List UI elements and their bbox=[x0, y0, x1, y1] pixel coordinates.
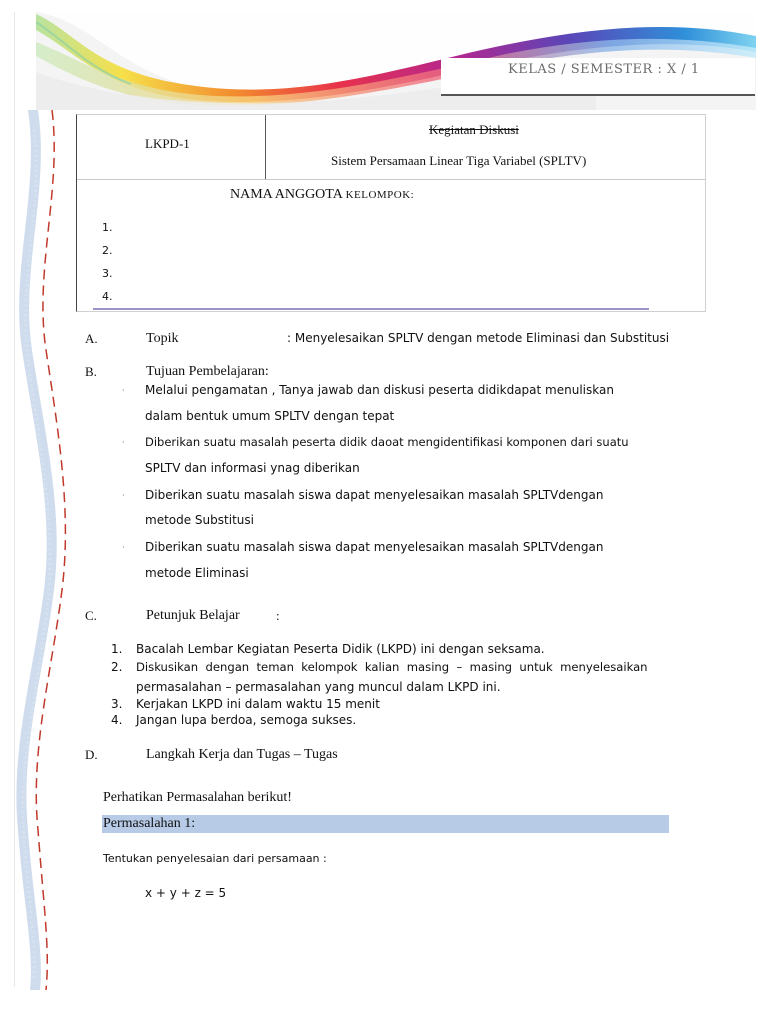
members-heading bbox=[230, 187, 414, 203]
member-number-4: 4. bbox=[102, 290, 113, 303]
section-c-title: Petunjuk Belajar bbox=[146, 608, 240, 623]
instruction-2-number: 2. bbox=[111, 660, 123, 674]
table-bottom-line bbox=[93, 308, 649, 310]
ribbon-graphic bbox=[0, 110, 70, 990]
lkpd-header-table bbox=[76, 114, 706, 312]
objective-4-line1: Diberikan suatu masalah siswa dapat menyelesaikan masalah SPLTVdengan bbox=[145, 540, 604, 554]
objective-3-line1: Diberikan suatu masalah siswa dapat menyelesaikan masalah SPLTVdengan bbox=[145, 488, 604, 502]
section-a-content: : Menyelesaikan SPLTV dengan metode Eliminasi dan Substitusi bbox=[287, 331, 670, 345]
instruction-4-number: 4. bbox=[111, 713, 123, 727]
members-heading-small: KELOMPOK: bbox=[345, 189, 415, 201]
table-vertical-divider bbox=[265, 115, 266, 179]
subject-title: Sistem Persamaan Linear Tiga Variabel (SPLTV) bbox=[331, 153, 587, 168]
equation-1: x + y + z = 5 bbox=[145, 886, 227, 900]
objective-1-line2: dalam bentuk umum SPLTV dengan tepat bbox=[145, 409, 395, 423]
section-c-letter: C. bbox=[85, 608, 97, 623]
problem-instruction: Tentukan penyelesaian dari persamaan : bbox=[103, 852, 327, 865]
problem-label: Permasalahan 1: bbox=[103, 816, 196, 831]
instruction-3-text: Kerjakan LKPD ini dalam waktu 15 menit bbox=[136, 697, 380, 711]
instruction-4-text: Jangan lupa berdoa, semoga sukses. bbox=[136, 713, 357, 727]
member-number-3: 3. bbox=[102, 267, 113, 280]
objective-2-line2: SPLTV dan informasi ynag diberikan bbox=[145, 461, 360, 475]
instruction-3-number: 3. bbox=[111, 697, 123, 711]
bullet-dot: · bbox=[122, 543, 125, 552]
bullet-dot: · bbox=[122, 386, 125, 395]
table-horizontal-divider bbox=[77, 179, 705, 180]
activity-title: Kegiatan Diskusi bbox=[429, 122, 519, 137]
section-d-letter: D. bbox=[85, 747, 98, 762]
member-number-1: 1. bbox=[102, 221, 113, 234]
problem-intro: Perhatikan Permasalahan berikut! bbox=[103, 790, 292, 805]
section-a-letter: A. bbox=[85, 331, 98, 346]
left-ribbon-decoration bbox=[0, 110, 70, 990]
section-b-letter: B. bbox=[85, 364, 97, 379]
objective-4-line2: metode Eliminasi bbox=[145, 566, 249, 580]
members-heading-main: NAMA ANGGOTA bbox=[230, 187, 346, 202]
instruction-1-text: Bacalah Lembar Kegiatan Peserta Didik (LKPD) ini dengan seksama. bbox=[136, 642, 545, 656]
section-a-title: Topik bbox=[146, 331, 179, 346]
objective-3-line2: metode Substitusi bbox=[145, 513, 254, 527]
instruction-2-text-cont: permasalahan – permasalahan yang muncul dalam LKPD ini. bbox=[136, 680, 501, 694]
instruction-1-number: 1. bbox=[111, 642, 123, 656]
bullet-dot: · bbox=[122, 438, 125, 447]
objective-1-line1: Melalui pengamatan , Tanya jawab dan diskusi peserta didikdapat menuliskan bbox=[145, 383, 614, 397]
section-d-title: Langkah Kerja dan Tugas – Tugas bbox=[146, 747, 338, 762]
section-c-colon: : bbox=[276, 608, 280, 623]
objective-2-line1: Diberikan suatu masalah peserta didik daoat mengidentifikasi komponen dari suatu bbox=[145, 435, 629, 449]
kelas-semester-label: KELAS / SEMESTER : X / 1 bbox=[508, 62, 700, 77]
lkpd-code: LKPD-1 bbox=[145, 136, 190, 151]
instruction-2-text: Diskusikan dengan teman kelompok kalian masing – masing untuk menyelesaikan bbox=[136, 660, 648, 674]
member-number-2: 2. bbox=[102, 244, 113, 257]
bullet-dot: · bbox=[122, 491, 125, 500]
section-b-title: Tujuan Pembelajaran: bbox=[146, 364, 269, 379]
